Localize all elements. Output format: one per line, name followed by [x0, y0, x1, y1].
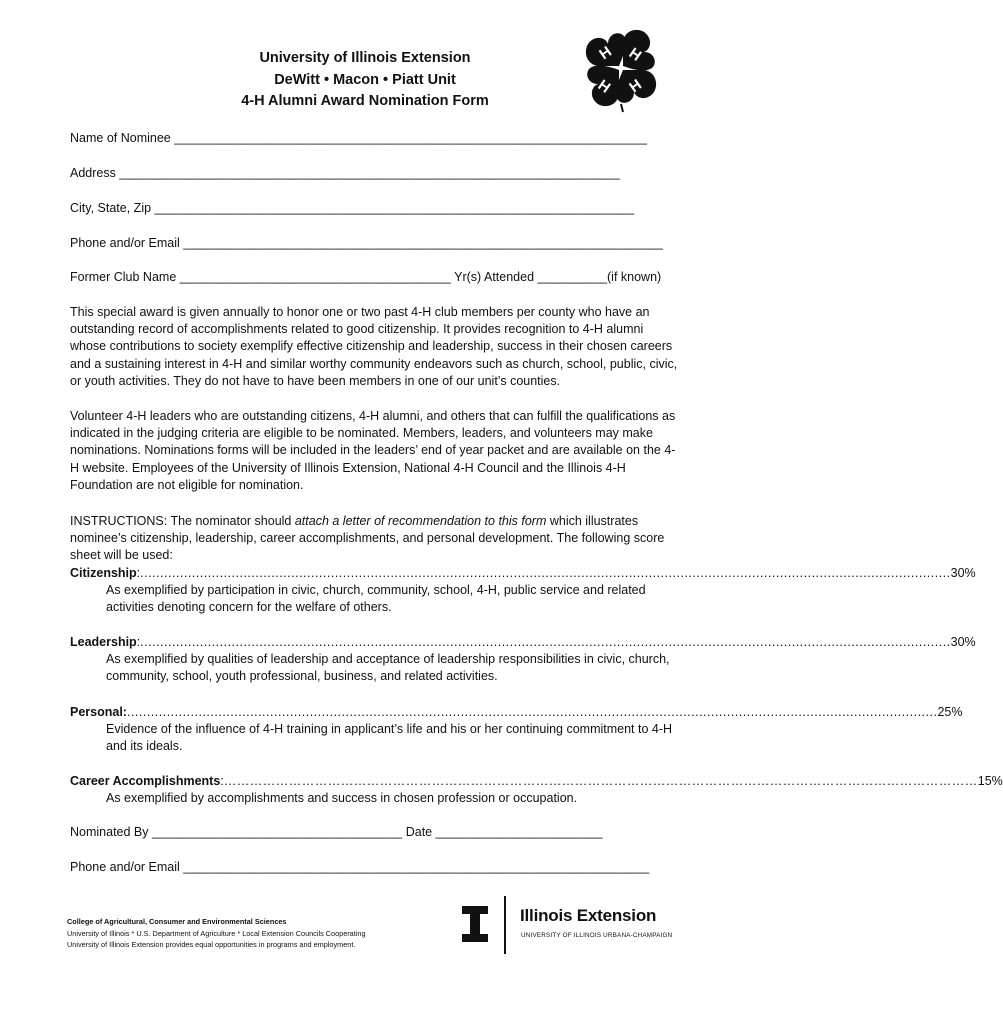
criterion-leader-dots: ............................................................................................................................................................................................................: [140, 635, 951, 649]
instructions-rest: which illustrates nominee’s citizenship, leadership, career accomplishments, and personal development. The following score sheet will be used:: [70, 514, 665, 563]
criterion-sep: :: [220, 774, 224, 788]
extension-wordmark: Illinois Extension: [520, 906, 657, 925]
address-field[interactable]: Address ________________________________________________________________________: [70, 166, 620, 180]
criterion-label: Personal:: [70, 705, 127, 719]
instructions-paragraph: [70, 513, 682, 565]
criterion-weight: 30%: [950, 566, 976, 580]
svg-text:H: H: [626, 76, 645, 97]
criterion-weight: 15%: [977, 774, 1003, 788]
criterion-citizenship: [70, 565, 976, 582]
city-state-zip-field[interactable]: City, State, Zip _____________________________________________________________________: [70, 201, 635, 215]
criterion-weight: 30%: [950, 635, 976, 649]
logo-divider: [504, 896, 506, 954]
criterion-description: Evidence of the influence of 4-H training in applicant’s life and his or her continuing commitment to 4-H and its ideals.: [106, 722, 673, 754]
criterion-weight: 25%: [937, 705, 963, 719]
footer-college: College of Agricultural, Consumer and Environmental Sciences: [67, 917, 287, 926]
nominator-phone-field[interactable]: Phone and/or Email ___________________________________________________________________: [70, 860, 650, 874]
svg-text:H: H: [625, 44, 645, 65]
instructions-emphasis: attach a letter of recommendation to this form: [294, 514, 547, 528]
nominated-by-field[interactable]: Nominated By ____________________________________ Date ________________________: [70, 825, 603, 839]
criterion-leader-dots: ............................................................................................................................................................................................................: [126, 705, 938, 719]
criterion-label: Citizenship: [70, 566, 137, 580]
footer-text: [67, 916, 366, 951]
criterion-description: As exemplified by participation in civic, church, community, school, 4-H, public service and related activities denoting concern for the welfare of others.: [106, 583, 646, 615]
criterion-personal: [70, 704, 963, 721]
phone-email-field[interactable]: Phone and/or Email _____________________________________________________________________: [70, 236, 663, 250]
extension-subtitle: UNIVERSITY OF ILLINOIS URBANA-CHAMPAIGN: [521, 932, 673, 939]
criterion-description: As exemplified by accomplishments and success in chosen profession or occupation.: [106, 791, 578, 805]
block-i-icon: [462, 906, 488, 942]
nominee-name-field[interactable]: Name of Nominee ____________________________________________________________________: [70, 131, 647, 145]
intro-text: This special award is given annually to honor one or two past 4-H club members per county who have an outstanding record of accomplishments related to good citizenship. It provides recognition to 4-H alumni whose contributions to society exemplify effective citizenship and leadership, success in their chosen careers and a sustaining interest in 4-H and similar worthy community endeavors such as church, school, public, civic, or youth activities. They do not have to have been members in one of our unit’s counties.: [70, 305, 678, 388]
criterion-label: Career Accomplishments: [70, 774, 221, 788]
svg-text:H: H: [594, 76, 614, 97]
four-leaf-clover-icon: [578, 22, 664, 114]
criterion-leadership: [70, 634, 976, 651]
form-title: 4-H Alumni Award Nomination Form: [241, 93, 489, 109]
svg-text:H: H: [596, 43, 615, 64]
eligibility-text: Volunteer 4-H leaders who are outstanding citizens, 4-H alumni, and others that can fulfill the qualifications as indicated in the judging criteria are eligible to be nominated. Members, leaders, and volunteers may make nominations. Nominations forms will be included in the leaders’ end of year packet and are available on the 4-H website. Employees of the University of Illinois Extension, National 4-H Council and the Illinois 4-H Foundation are not eligible for nomination.: [70, 409, 676, 492]
criterion-career: [70, 773, 1003, 790]
instructions-lead: INSTRUCTIONS: The nominator should: [70, 514, 295, 528]
criterion-sep: :: [136, 566, 141, 580]
criterion-leader-dots: ............................................................................................................................................................................................................: [140, 566, 951, 580]
criterion-leader-dots: …………………………………………………………………………………………………………………………………………………………: [223, 774, 978, 788]
criterion-label: Leadership: [70, 635, 137, 649]
eligibility-paragraph: [70, 408, 682, 494]
former-club-field[interactable]: Former Club Name _______________________________________ Yr(s) Attended __________(if known): [70, 270, 662, 284]
header-line-2: DeWitt • Macon • Piatt Unit: [274, 71, 456, 88]
header-line-1: University of Illinois Extension: [259, 50, 471, 66]
footer-line-2: University of Illinois * U.S. Department of Agriculture * Local Extension Councils Cooperating: [67, 928, 366, 938]
footer-line-3: University of Illinois Extension provides equal opportunities in programs and employment.: [67, 940, 356, 949]
criterion-sep: :: [136, 635, 141, 649]
intro-paragraph: [70, 304, 682, 390]
criterion-description: As exemplified by qualities of leadership and acceptance of leadership responsibilities in civic, church, community, school, youth professional, business, and related activities.: [106, 652, 670, 684]
form-header: [180, 48, 550, 113]
